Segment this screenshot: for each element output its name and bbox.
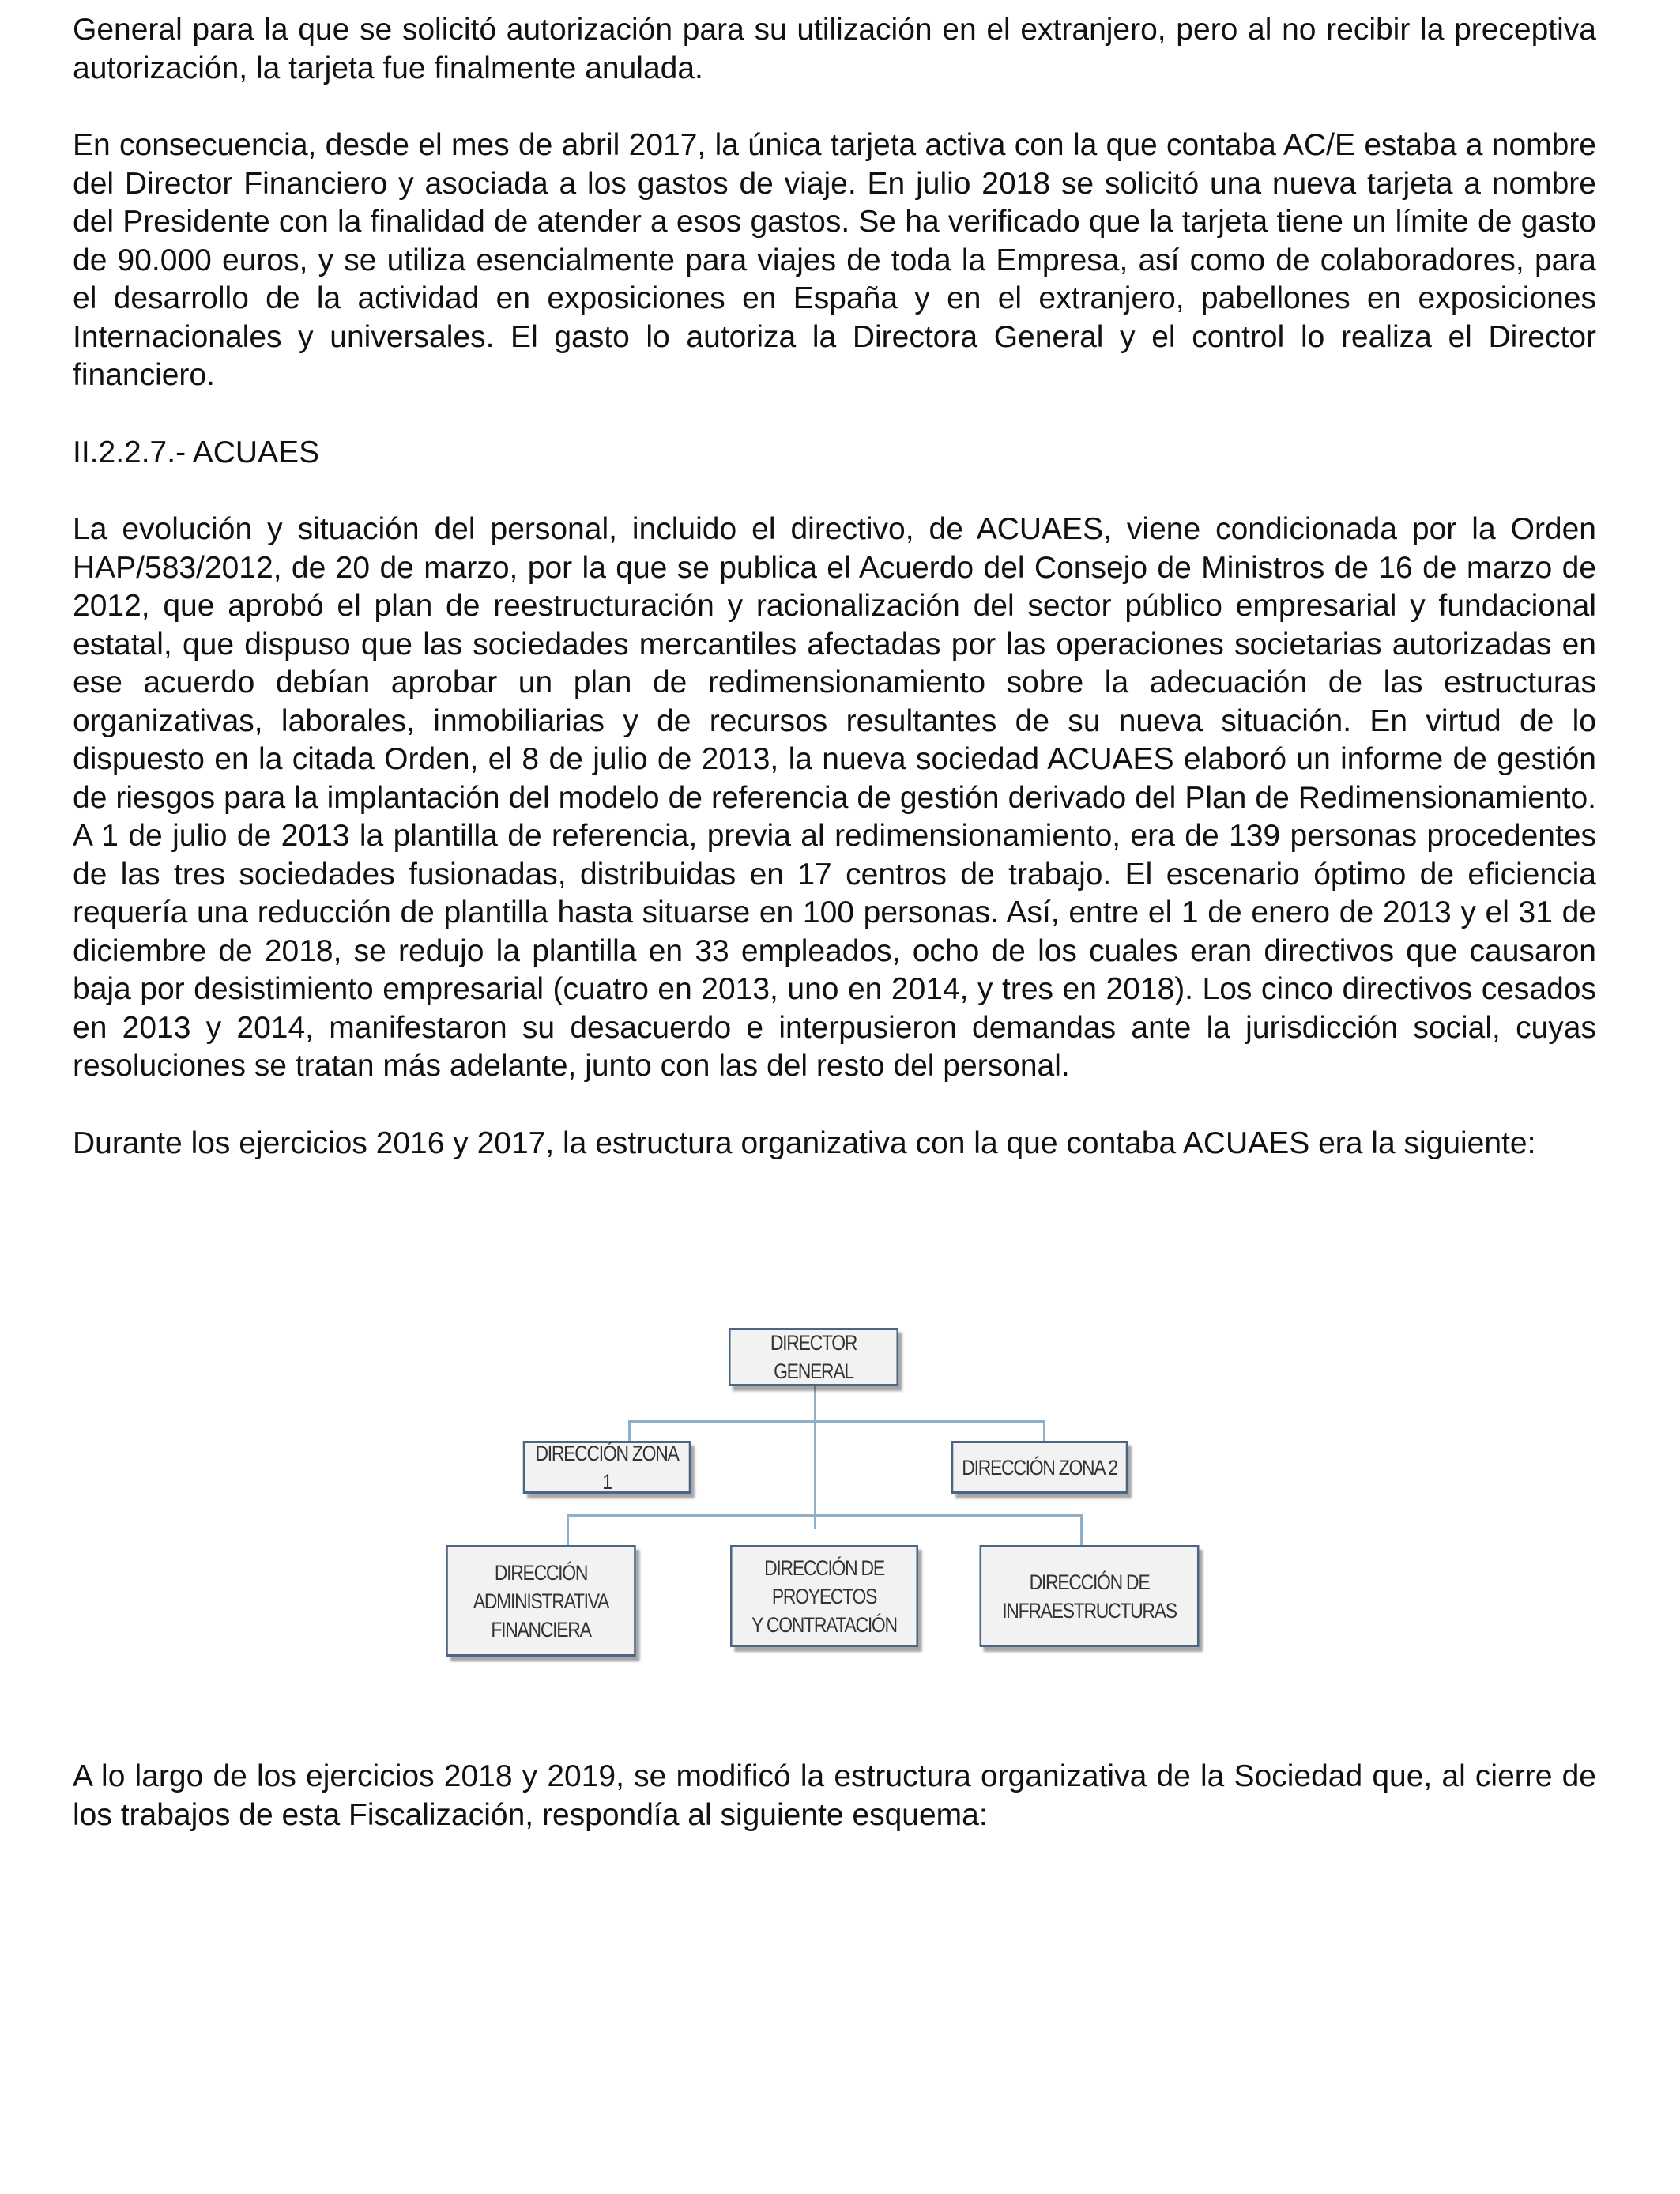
org-box-direccion-administrativa-financiera (446, 1545, 636, 1657)
document-page (73, 11, 1596, 1201)
connector-zone-1-drop (628, 1420, 631, 1441)
org-label-direccion-infraestructuras: DIRECCIÓN DE INFRAESTRUCTURAS (1002, 1570, 1177, 1623)
connector-administrativa-drop (567, 1514, 569, 1546)
connector-zone-2-drop (1043, 1420, 1045, 1441)
paragraph-structure-2016-2017: Durante los ejercicios 2016 y 2017, la estructura organizativa con la que contaba ACUAES era la siguiente: (73, 1125, 1536, 1160)
org-box-direccion-zona-1 (523, 1441, 691, 1494)
connector-main-vertical (814, 1383, 816, 1529)
org-box-direccion-proyectos-contratacion (730, 1545, 918, 1647)
org-label-direccion-zona-1: DIRECCIÓN ZONA 1 (535, 1441, 679, 1494)
paragraph-structure-2018-2019: A lo largo de los ejercicios 2018 y 2019, se modificó la estructura organizativa de la Sociedad que, al cierre de los trabajos de esta Fiscalización, respondía al siguiente esquema: (73, 1759, 1596, 1832)
org-label-director-general: DIRECTOR GENERAL (770, 1331, 857, 1383)
org-label-direccion-proyectos-contratacion: DIRECCIÓN DE PROYECTOS Y CONTRATACIÓN (751, 1555, 897, 1637)
paragraph-card-cancelled: General para la que se solicitó autorización para su utilización en el extranjero, pero al no recibir la preceptiva autorización, la tarjeta fue finalmente anulada. (73, 13, 1596, 85)
org-label-direccion-zona-2: DIRECCIÓN ZONA 2 (962, 1455, 1117, 1480)
org-box-direccion-infraestructuras (980, 1545, 1200, 1647)
org-box-direccion-zona-2 (951, 1441, 1128, 1494)
section-heading-acuaes: II.2.2.7.- ACUAES (73, 435, 320, 469)
paragraph-staff-evolution: La evolución y situación del personal, incluido el directivo, de ACUAES, viene condicionada por la Orden HAP/583/2012, de 20 de marzo, por la que se publica el Acuerdo del Consejo de Ministros de 16 de marzo de 2012, que aprobó el plan de reestructuración y racionalización del sector público empresarial y fundacional estatal, que dispuso que las sociedades mercantiles afectadas por las operaciones societarias autorizadas en ese acuerdo debían aprobar un plan de redimensionamiento sobre la adecuación de las estructuras organizativas, laborales, inmobiliarias y de recursos resultantes de su nueva situación. En virtud de lo dispuesto en la citada Orden, el 8 de julio de 2013, la nueva sociedad ACUAES elaboró un informe de gestión de riesgos para la implantación del modelo de referencia de gestión derivado del Plan de Redimensionamiento. A 1 de julio de 2013 la plantilla de referencia, previa al redimensionamiento, era de 139 personas procedentes de las tres sociedades fusionadas, distribuidas en 17 centros de trabajo. El escenario óptimo de eficiencia requería una reducción de plantilla hasta situarse en 100 personas. Así, entre el 1 de enero de 2013 y el 31 de diciembre de 2018, se redujo la plantilla en 33 empleados, ocho de los cuales eran directivos que causaron baja por desistimiento empresarial (cuatro en 2013, uno en 2014, y tres en 2018). Los cinco directivos cesados en 2013 y 2014, manifestaron su desacuerdo e interpusieron demandas ante la jurisdicción social, cuyas resoluciones se tratan más adelante, junto con las del resto del personal. (73, 512, 1596, 1083)
paragraph-active-card: En consecuencia, desde el mes de abril 2017, la única tarjeta activa con la que contaba AC/E estaba a nombre del Director Financiero y asociada a los gastos de viaje. En julio 2018 se solicitó una nueva tarjeta a nombre del Presidente con la finalidad de atender a esos gastos. Se ha verificado que la tarjeta tiene un límite de gasto de 90.000 euros, y se utiliza esencialmente para viajes de toda la Empresa, así como de colaboradores, para el desarrollo de la actividad en exposiciones en España y en el extranjero, pabellones en exposiciones Internacionales y universales. El gasto lo autoriza la Directora General y el control lo realiza el Director financiero. (73, 128, 1596, 392)
connector-directions-horizontal (567, 1514, 1083, 1517)
org-label-direccion-administrativa-financiera: DIRECCIÓN ADMINISTRATIVA FINANCIERA (473, 1560, 609, 1642)
connector-infraestructuras-drop (1080, 1514, 1083, 1546)
org-box-director-general (729, 1328, 898, 1386)
connector-zones-horizontal (628, 1420, 1045, 1423)
